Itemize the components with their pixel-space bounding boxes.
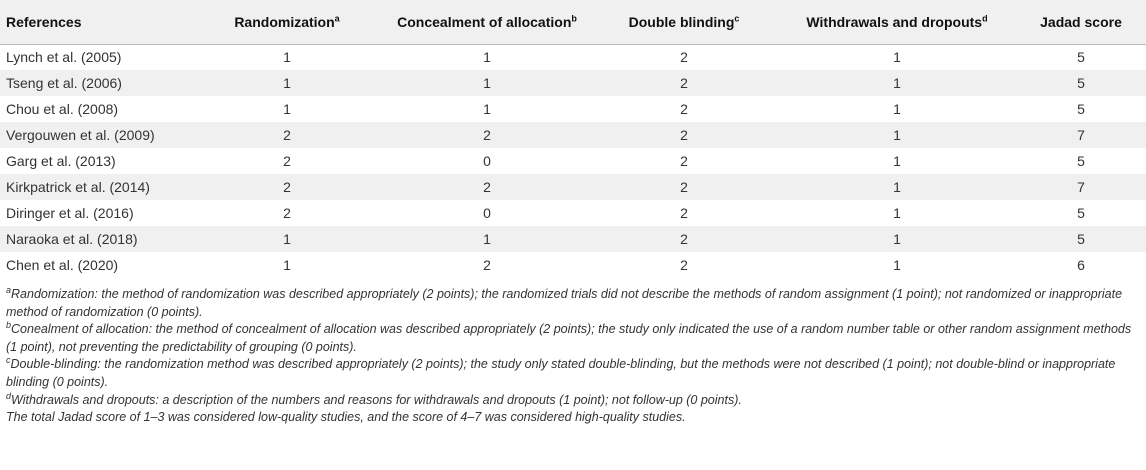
footnote-double-blinding: $^c$Double-blinding: the randomization method was described appropriately (2 points); the study only stated double-blinding, but the methods were not described (1 point); not double-blind or inappropriate blinding (0 points). bbox=[6, 355, 1116, 389]
footnote-total-score: The total Jadad score of 1–3 was considered low-quality studies, and the score of 4–7 was considered high-quality studies. bbox=[6, 410, 686, 425]
header-withdrawals: Withdrawals and dropouts$^d$ bbox=[778, 0, 1016, 44]
cell-reference: Diringer et al. (2016) bbox=[6, 205, 134, 221]
cell-concealment: 0 bbox=[483, 153, 491, 169]
cell-jadad-score: 6 bbox=[1077, 257, 1085, 273]
cell-reference: Naraoka et al. (2018) bbox=[6, 231, 138, 247]
header-concealment: Concealment of allocation$^b$ bbox=[384, 0, 590, 44]
cell-double-blinding: 2 bbox=[680, 231, 688, 247]
cell-reference: Lynch et al. (2005) bbox=[6, 49, 122, 66]
cell-randomization: 1 bbox=[283, 101, 291, 117]
cell-double-blinding: 2 bbox=[680, 205, 688, 221]
header-references: References bbox=[0, 0, 190, 44]
table-row bbox=[0, 44, 1146, 70]
cell-randomization: 2 bbox=[283, 179, 291, 195]
table-header-row bbox=[0, 0, 1146, 44]
table-row bbox=[0, 174, 1146, 200]
table-row bbox=[0, 148, 1146, 174]
cell-withdrawals: 1 bbox=[893, 75, 901, 91]
cell-double-blinding: 2 bbox=[680, 153, 688, 169]
cell-double-blinding: 2 bbox=[680, 75, 688, 91]
cell-withdrawals: 1 bbox=[893, 231, 901, 247]
footnote-randomization: $^a$Randomization: the method of randomization was described appropriately (2 points); the randomized trials did not describe the methods of random assignment (1 point); not randomized or inappropriate method of randomization (0 points). bbox=[6, 284, 1123, 319]
cell-jadad-score: 5 bbox=[1077, 205, 1085, 221]
cell-reference: Tseng et al. (2006) bbox=[6, 75, 122, 91]
cell-reference: Vergouwen et al. (2009) bbox=[6, 127, 155, 143]
cell-withdrawals: 1 bbox=[893, 127, 901, 143]
cell-jadad-score: 5 bbox=[1077, 231, 1085, 247]
cell-withdrawals: 1 bbox=[893, 49, 901, 66]
cell-randomization: 1 bbox=[283, 75, 291, 91]
cell-concealment: 1 bbox=[483, 75, 491, 91]
cell-randomization: 1 bbox=[283, 231, 291, 247]
cell-withdrawals: 1 bbox=[893, 101, 901, 117]
cell-concealment: 1 bbox=[483, 49, 491, 66]
table-row bbox=[0, 252, 1146, 278]
cell-jadad-score: 5 bbox=[1077, 153, 1085, 169]
cell-randomization: 2 bbox=[283, 153, 291, 169]
cell-reference: Chou et al. (2008) bbox=[6, 101, 119, 117]
header-jadad-score: Jadad score bbox=[1016, 0, 1146, 44]
cell-randomization: 2 bbox=[283, 127, 291, 143]
cell-withdrawals: 1 bbox=[893, 205, 901, 221]
footnote-withdrawals: $^d$Withdrawals and dropouts: a description of the numbers and reasons for withdrawals and dropouts (1 point); not follow-up (0 points). bbox=[6, 390, 742, 407]
header-double-blinding: Double blinding$^c$ bbox=[590, 0, 778, 44]
cell-double-blinding: 2 bbox=[680, 101, 688, 117]
cell-reference: Garg et al. (2013) bbox=[6, 153, 116, 169]
table-row bbox=[0, 226, 1146, 252]
header-randomization: Randomization$^a$ bbox=[190, 0, 384, 44]
cell-randomization: 1 bbox=[283, 257, 291, 273]
footnote-concealment: $^b$Conealment of allocation: the method of concealment of allocation was described appropriately (2 points); the study only indicated the use of a random number table or other random assignment methods (1 point), not preventing the predictability of grouping (0 points). bbox=[6, 320, 1132, 354]
cell-concealment: 2 bbox=[483, 179, 491, 195]
cell-reference: Kirkpatrick et al. (2014) bbox=[6, 179, 150, 195]
cell-jadad-score: 7 bbox=[1077, 179, 1085, 195]
cell-reference: Chen et al. (2020) bbox=[6, 257, 119, 273]
table-row bbox=[0, 122, 1146, 148]
cell-jadad-score: 7 bbox=[1077, 127, 1085, 143]
cell-jadad-score: 5 bbox=[1077, 101, 1085, 117]
cell-randomization: 1 bbox=[283, 49, 291, 66]
cell-double-blinding: 2 bbox=[680, 179, 688, 195]
cell-concealment: 2 bbox=[483, 257, 491, 273]
cell-withdrawals: 1 bbox=[893, 153, 901, 169]
cell-jadad-score: 5 bbox=[1077, 49, 1085, 66]
cell-concealment: 2 bbox=[483, 127, 491, 143]
table-footnotes bbox=[6, 286, 1142, 427]
cell-jadad-score: 5 bbox=[1077, 75, 1085, 91]
cell-concealment: 1 bbox=[483, 101, 491, 117]
table-row bbox=[0, 70, 1146, 96]
cell-concealment: 1 bbox=[483, 231, 491, 247]
cell-withdrawals: 1 bbox=[893, 179, 901, 195]
cell-double-blinding: 2 bbox=[680, 257, 688, 273]
cell-double-blinding: 2 bbox=[680, 49, 688, 66]
cell-double-blinding: 2 bbox=[680, 127, 688, 143]
cell-randomization: 2 bbox=[283, 205, 291, 221]
table-row bbox=[0, 96, 1146, 122]
cell-concealment: 0 bbox=[483, 205, 491, 221]
cell-withdrawals: 1 bbox=[893, 257, 901, 273]
table-row bbox=[0, 200, 1146, 226]
